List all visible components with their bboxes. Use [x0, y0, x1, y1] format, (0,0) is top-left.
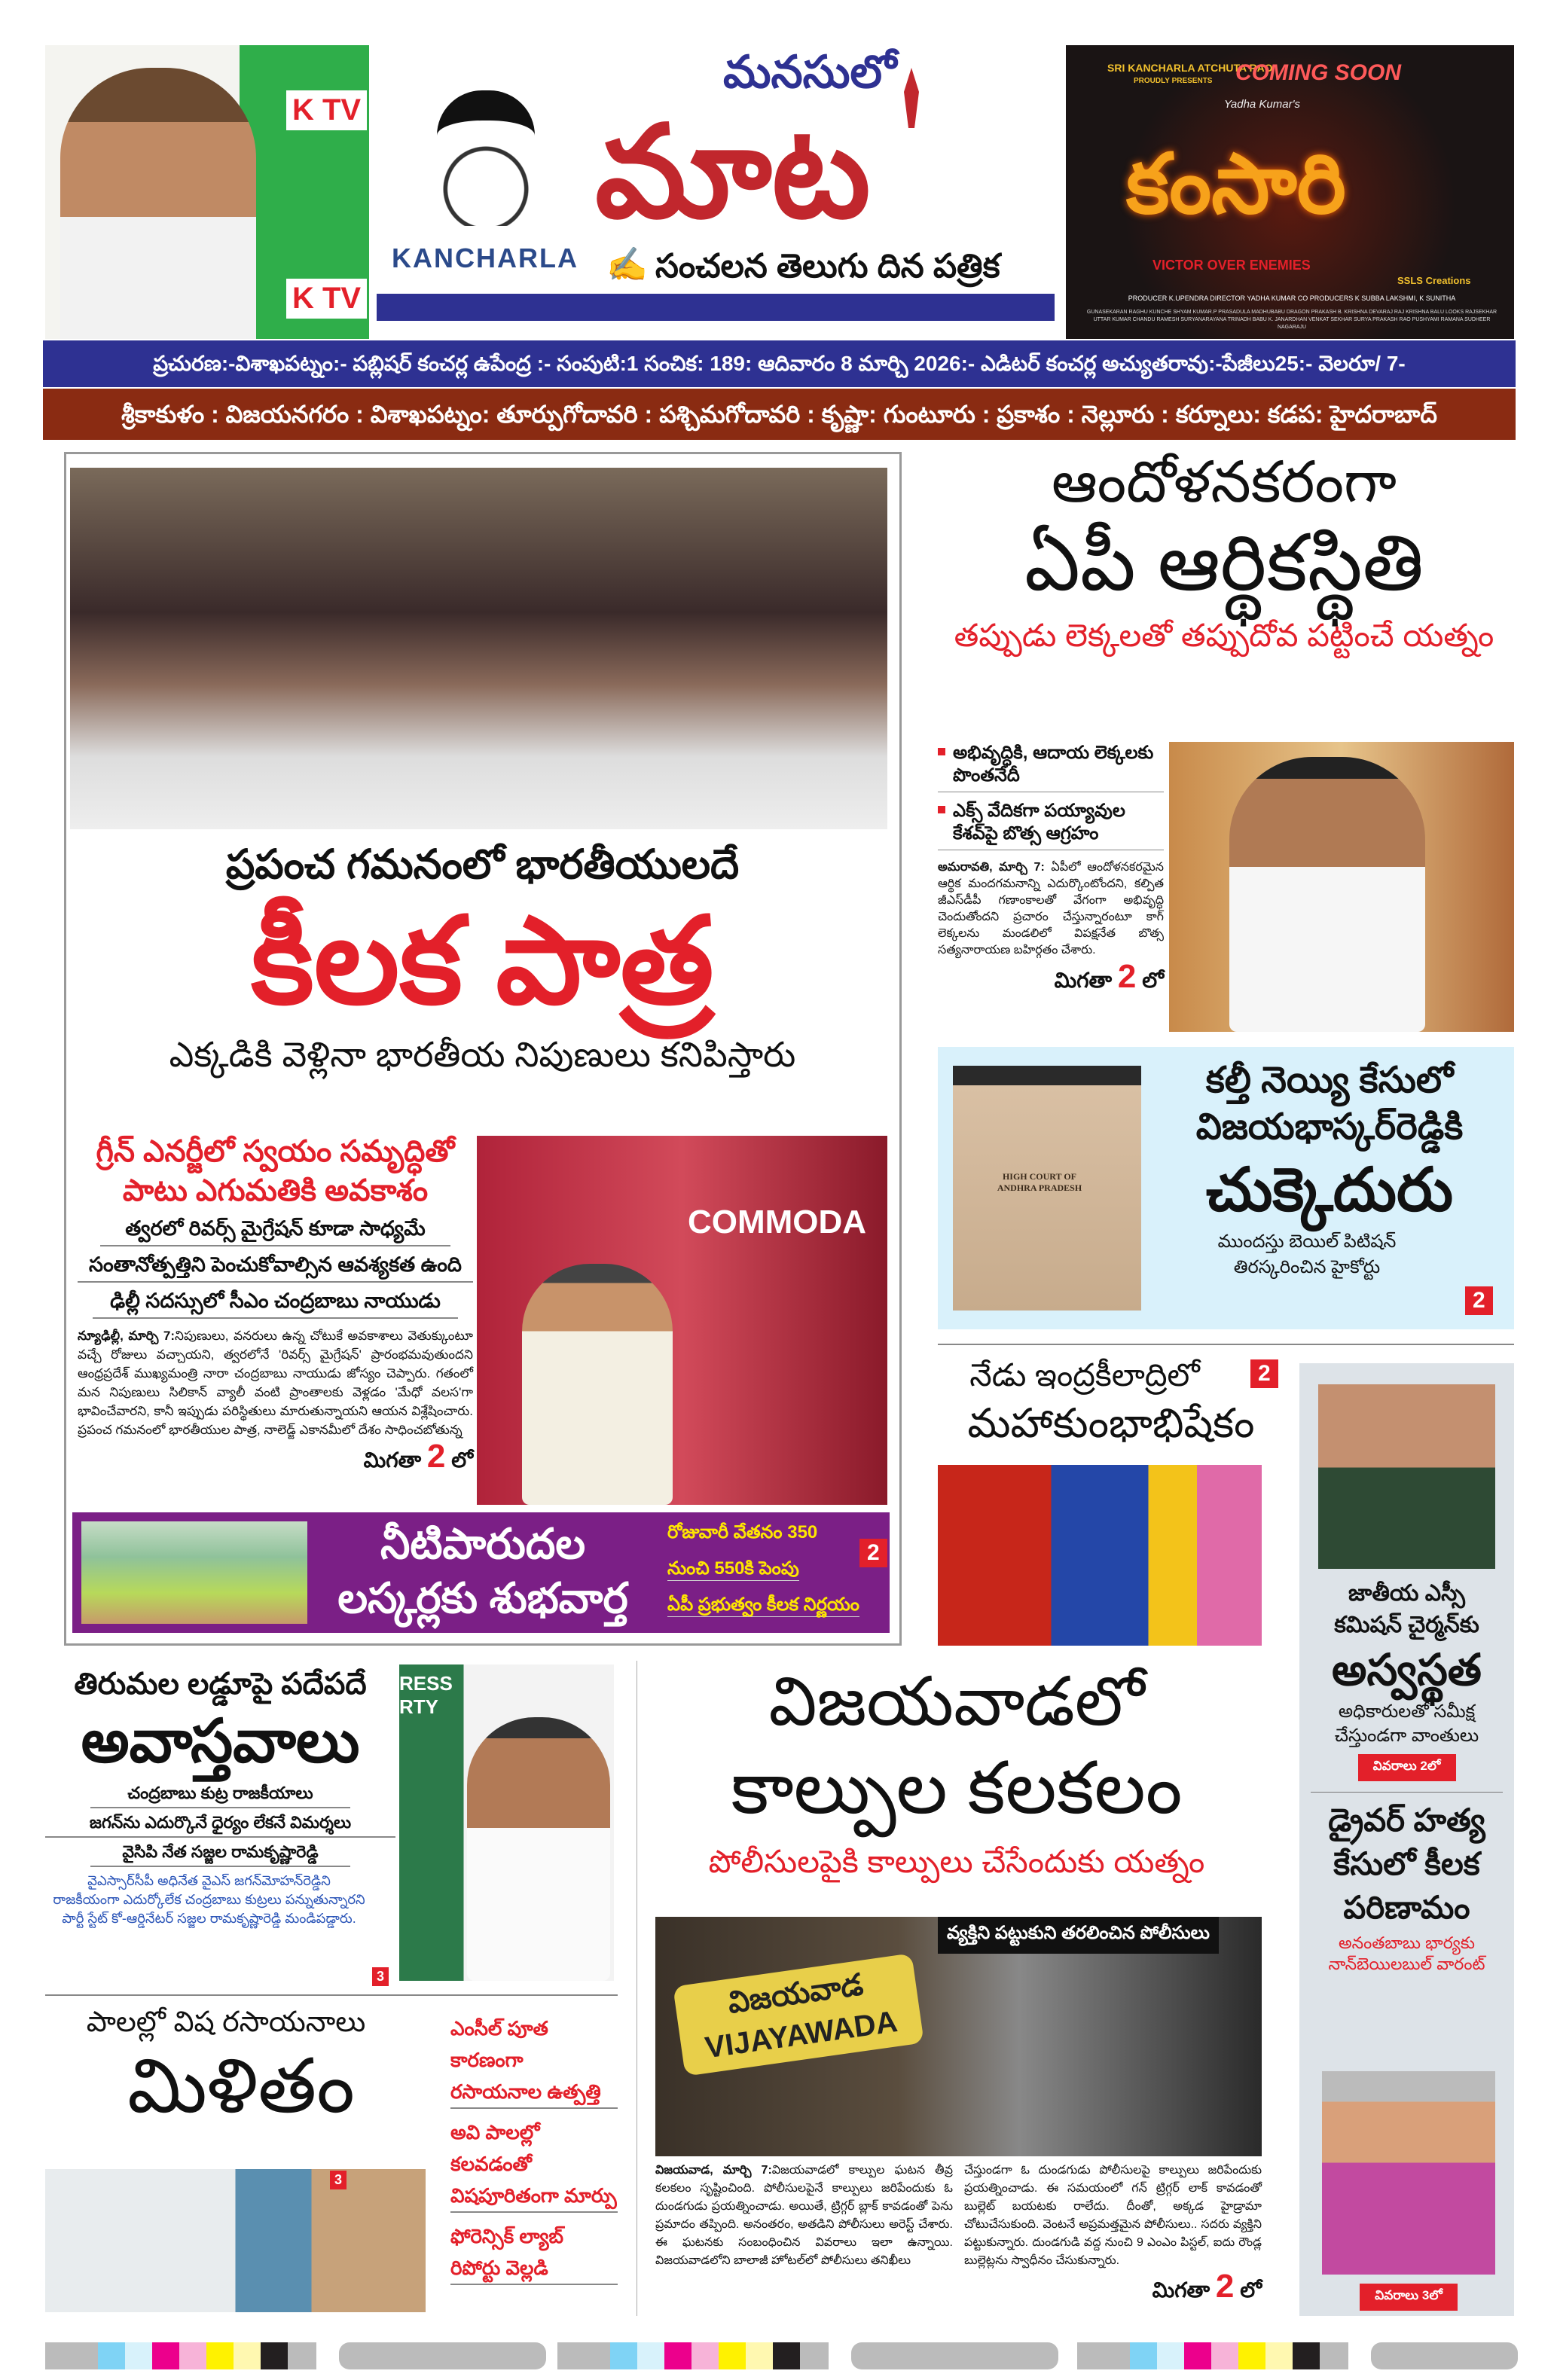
- ghee-sub1: ముందస్తు బెయిల్ పిటిషన్: [1217, 1231, 1397, 1252]
- temple-line1: నేడు ఇంద్రకీలాద్రిలో: [969, 1357, 1200, 1393]
- botsa-photo: [1169, 742, 1514, 1032]
- ktv-logo-2: K TV: [286, 279, 367, 319]
- vja-headline: కాల్పుల కలకలం: [731, 1748, 1183, 1829]
- ghee-case-box: [938, 1047, 1514, 1329]
- ad-credits-cast: GUNASEKARAN RAGHU KUNCHE SHYAM KUMAR.P PRASADULA MADHUBABU DRAGON PRAKASH B. KRISHNA DEVARAJ RAJ KRISHNA BALU LOOKS RAJSEKHAR UTTAR KUMAR CHANDU RAMESH SURYANARAYANA TRINADH BABU K. JANARDHAN VENKAT SEKHAR SURYA PRAKASH RAO PUSHYAMI RAMANA SUDHEER NAGARAJU: [1086, 310, 1497, 330]
- sc-line1: జాతీయ ఎస్సీ: [1348, 1581, 1465, 1606]
- tagline: సంచలన తెలుగు దిన పత్రిక: [655, 248, 1000, 285]
- photo-backdrop-text: COMMODA: [688, 1204, 867, 1240]
- lead-body-text: నిపుణులు, వనరులు ఉన్న చోటుకే అవకాశాలు వెతుక్కుంటూ వచ్చే రోజులు వచ్చాయని, త్వరలోనే 'రివర్స్ మైగ్రేషన్' ప్రారంభమవుతుందని ఆంధ్రప్రదేశ్ ముఖ్యమంత్రి నారా చంద్రబాబు నాయుడు జోస్యం చెప్పారు. గతంలో మన నిపుణులు సిలికాన్ వ్యాలీ వంటి ప్రాంతాలకు వెళ్లడం 'మేధో వలస'గా భావించేవారని, కానీ ఇప్పుడు పరిస్థితులు మారుతున్నాయని ఆయన విశ్లేషించారు. ప్రపంచ గమనంలో భారతీయుల పాత్ర, నాలెడ్జ్ ఎకానమీలో దేశం సాధించబోతున్న: [78, 1329, 473, 1437]
- gray-bar: [1371, 2342, 1518, 2369]
- ad-person-photo: [60, 68, 256, 339]
- laddu-group: [45, 1664, 395, 1928]
- economy-body-text: ఏపీలో ఆందోళనకరమైన ఆర్థిక మందగమనాన్ని ఎదుర్కొంటోందని, కల్పిత జీఎస్‌డీపీ గణాంకాలతో వేగంగా అభివృద్ధి చెందుతోందని ప్రచారం చేస్తున్నారంటూ కాగ్ లెక్కలను మండలిలో విపక్షనేత బొత్స సత్యనారాయణ బహిర్గతం చేశారు.: [938, 861, 1165, 957]
- bullet-text: ఎక్స్ వేదికగా పయ్యావుల కేశవ్‌పై బొత్స ఆగ్రహం: [953, 801, 1125, 844]
- laddu-summary: వైఎస్సార్‌సీపీ అధినేత వైఎస్ జగన్‌మోహన్‌రెడ్డిని రాజకీయంగా ఎదుర్కోలేక చంద్రబాబు కుట్రలు పన్నుతున్నారని పార్టీ స్టేట్ కో-ఆర్డినేటర్ సజ్జల రామకృష్ణారెడ్డి మండిపడ్డారు.: [53, 1873, 365, 1926]
- photo-backdrop-text: RESS RTY: [399, 1672, 453, 1718]
- vja-body-col1: [655, 2162, 953, 2270]
- color-bar: [557, 2342, 844, 2369]
- milk-points: [450, 2012, 618, 2285]
- ghee-headline: చుక్కెదురు: [1205, 1156, 1454, 1223]
- sajjala-photo: [399, 1664, 614, 1981]
- milk-point: ఎంసీల్ పూత కారణంగా రసాయనాల ఉత్పత్తి: [450, 2012, 618, 2109]
- divider: [1311, 1792, 1503, 1793]
- more-label: మిగతా: [1152, 2278, 1210, 2302]
- economy-headline: ఏపీ ఆర్థికస్థితి: [1024, 520, 1424, 607]
- ghee-head-group: [1149, 1057, 1510, 1280]
- more-suffix: లో: [451, 1448, 473, 1472]
- economy-bullets: [938, 742, 1164, 997]
- lead-sub-headline: గ్రీన్ ఎనర్జీలో స్వయం సమృద్ధితో పాటు ఎగుమతికి అవకాశం: [96, 1135, 455, 1207]
- economy-bullet: [938, 800, 1164, 850]
- ad-presenter: SRI KANCHARLA ATCHUTA RAO: [1107, 62, 1273, 74]
- laddu-kicker: తిరుమల లడ్డూపై పదేపదే: [74, 1668, 367, 1701]
- more-label: మిగతా: [363, 1448, 422, 1472]
- milk-kicker: పాలల్లో విష రసాయనాలు: [86, 2006, 366, 2038]
- banner-headline-2: లస్కర్లకు శుభవార్త: [337, 1574, 628, 1622]
- lead-headline: కీలక పాత్ర: [251, 893, 714, 1028]
- milk-lab-photo: [45, 2169, 426, 2312]
- divider: [938, 1344, 1514, 1345]
- laddu-headline: అవాస్తవాలు: [81, 1707, 360, 1774]
- sc-group: [1303, 1578, 1510, 1975]
- lead-story: [64, 452, 902, 1646]
- bullet-icon: [938, 806, 945, 813]
- woman-photo: [1322, 2071, 1495, 2275]
- bullet-icon: [938, 748, 945, 755]
- milk-point: ఫోరెన్సిక్ ల్యాబ్ రిపోర్టు వెల్లడి: [450, 2220, 618, 2285]
- more-page: 2: [426, 1438, 446, 1475]
- more-page: 2: [1215, 2268, 1235, 2305]
- ghee-line2: విజయభాస్కర్‌రెడ్డికి: [1195, 1107, 1464, 1147]
- summit-audience-photo: [70, 468, 887, 829]
- temple-headline: మహాకుంభాభిషేకం: [967, 1401, 1255, 1446]
- districts-bar: శ్రీకాకుళం : విజయనగరం : విశాఖపట్నం: తూర్పుగోదావరి : పశ్చిమగోదావరి : కృష్ణా: గుంటూరు : ప్రకాశం : నెల్లూరు : కర్నూలు: కడప: హైదరాబాద్: [43, 389, 1516, 440]
- color-registration-bars: [45, 2342, 1518, 2369]
- title-big: మాట: [595, 101, 871, 244]
- sc-chairman-photo: [1318, 1384, 1495, 1569]
- economy-dateline: అమరావతి, మార్చి 7:: [938, 861, 1045, 874]
- vja-sign: విజయవాడ VIJAYAWADA: [673, 1953, 924, 2076]
- divider: [45, 1994, 618, 1996]
- title-small: మనసులో: [723, 47, 897, 97]
- ad-tagline: VICTOR OVER ENEMIES: [1152, 258, 1311, 273]
- driver-sub: అనంతబాబు భార్యకు నాన్‌బెయిలబుల్ వారంట్: [1328, 1933, 1485, 1973]
- banner-headline-1: నీటిపారుదల: [380, 1520, 586, 1567]
- banner-point: ఏపీ ప్రభుత్వం కీలక నిర్ణయం: [667, 1594, 859, 1617]
- vja-photo-caption: వ్యక్తిని పట్టుకుని తరలించిన పోలీసులు: [938, 1917, 1219, 1954]
- vja-continued[interactable]: [964, 2270, 1262, 2307]
- more-suffix: లో: [1142, 969, 1164, 992]
- more-suffix: లో: [1240, 2278, 1262, 2302]
- ghee-sub2: తిరస్కరించిన హైకోర్టు: [1233, 1257, 1381, 1277]
- ktv-ad: [45, 45, 369, 339]
- economy-deck: తప్పుడు లెక్కలతో తప్పుదోవ పట్టించే యత్నం: [954, 618, 1494, 653]
- vja-deck: పోలీసులపైకి కాల్పులు చేసేందుకు యత్నం: [708, 1844, 1205, 1879]
- sc-sub: అధికారులతో సమీక్ష చేస్తుండగా వాంతులు: [1334, 1701, 1479, 1746]
- irrigation-banner[interactable]: [72, 1512, 890, 1633]
- sajjala-figure: [467, 1717, 610, 1981]
- lead-deck: ఎక్కడికి వెళ్లినా భారతీయ నిపుణులు కనిపిస్తారు: [169, 1035, 796, 1074]
- vja-dateline: విజయవాడ, మార్చి 7:: [655, 2164, 772, 2177]
- cm-figure: [522, 1264, 673, 1505]
- founder-sketch: [437, 90, 535, 226]
- gray-bar: [339, 2342, 546, 2369]
- economy-continued[interactable]: [938, 960, 1164, 997]
- more-page: 2: [1117, 958, 1137, 995]
- color-bar: [45, 2342, 331, 2369]
- temple-ritual-photo: [938, 1465, 1262, 1646]
- canal-photo: [81, 1521, 307, 1624]
- ad-title-art: కంసారి: [1126, 138, 1346, 230]
- sc-headline: అస్వస్థత: [1332, 1646, 1482, 1695]
- laddu-point: జగన్‌ను ఎదుర్కొనే ధైర్యం లేకనే విమర్శలు: [45, 1811, 395, 1838]
- vja-line1: విజయవాడలో: [768, 1664, 1145, 1740]
- banner-point: రోజువారీ వేతనం 350: [667, 1522, 818, 1542]
- ghee-line1: కల్తీ నెయ్యి కేసులో: [1205, 1060, 1454, 1100]
- milk-group: [45, 2003, 437, 2131]
- lead-kicker: ప్రపంచ గమనంలో భారతీయులదే: [225, 842, 740, 887]
- lead-continued[interactable]: [78, 1439, 473, 1478]
- bullet-text: అభివృద్ధికి, ఆదాయ లెక్కలకు పొంతనేదీ: [953, 743, 1154, 786]
- laddu-point: వైసిపి నేత సజ్జల రామకృష్ణారెడ్డి: [90, 1841, 350, 1867]
- ad-credits-main: PRODUCER K.UPENDRA DIRECTOR YADHA KUMAR CO PRODUCERS K SUBBA LAKSHMI, K SUNITHA: [1128, 294, 1456, 302]
- lead-point: త్వరలో రివర్స్ మైగ్రేషన్ కూడా సాధ్యమే: [100, 1215, 450, 1246]
- lead-body: [78, 1326, 473, 1439]
- right-sidebar: [1299, 1363, 1514, 2316]
- gun-photo: [655, 1917, 1262, 2156]
- lead-point: ఢిల్లీ సదస్సులో సీఎం చంద్రబాబు నాయుడు: [93, 1287, 458, 1319]
- vja-head-group: [648, 1661, 1265, 1882]
- high-court-photo: [953, 1066, 1141, 1311]
- economy-head-group: [934, 449, 1514, 655]
- masthead-rule: [377, 294, 1055, 321]
- cm-speaking-photo: [477, 1136, 887, 1505]
- milk-point: అవి పాలల్లో కలవడంతో విషపూరితంగా మార్పు: [450, 2116, 618, 2213]
- ktv-logo: K TV: [286, 90, 367, 130]
- lead-head-group: [66, 840, 899, 1076]
- lead-sub-group: [78, 1132, 473, 1478]
- color-bar: [1077, 2342, 1363, 2369]
- page-ref-badge[interactable]: 2: [1465, 1286, 1493, 1315]
- page-ref-badge[interactable]: 2: [1250, 1359, 1278, 1388]
- botsa-figure: [1229, 757, 1425, 1032]
- ad-presents: PROUDLY PRESENTS: [1134, 77, 1213, 85]
- info-bar: ప్రచురణ:-విశాఖపట్నం:- పబ్లిషర్ కంచర్ల ఉపేంద్ర :- సంపుటి:1 సంచిక: 189: ఆదివారం 8 మార్చి 2026:- ఎడిటర్ కంచర్ల అచ్యుతరావు:-పేజీలు25:- వెలరూ/ 7-: [43, 340, 1516, 387]
- sc-details-tag[interactable]: వివరాలు 2లో: [1358, 1754, 1456, 1781]
- lead-point: సంతానోత్పత్తిని పెంచుకోవాల్సిన ఆవశ్యకత ఉంది: [78, 1251, 473, 1283]
- vja-body-text: విజయవాడలో కాల్పుల ఘటన తీవ్ర కలకలం సృష్టించింది. పోలీసులపైనే కాల్పులు జరిపేందుకు ఓ దుండగుడు ప్రయత్నించాడు. అయితే, ట్రిగ్గర్ బ్లాక్ కావడంతో పెను ప్రమాదం తప్పింది. అనంతరం, అతడిని పోలీసులు అరెస్ట్ చేశారు. ఈ ఘటనకు సంబంధించిన వివరాలు ఇలా ఉన్నాయి. విజయవాడలోని బాలాజీ హోటల్‌లో పోలీసులు తనిఖీలు: [655, 2164, 953, 2267]
- driver-details-tag[interactable]: వివరాలు 3లో: [1360, 2284, 1458, 2311]
- laddu-point: చంద్రబాబు కుట్ర రాజకీయాలు: [90, 1782, 350, 1808]
- economy-bullet: [938, 742, 1164, 792]
- pen-nib-icon: [904, 68, 919, 128]
- lead-dateline: న్యూఢిల్లీ, మార్చి 7:: [78, 1329, 176, 1343]
- gray-bar: [851, 2342, 1058, 2369]
- sc-line2: కమిషన్ చైర్మన్‌కు: [1334, 1613, 1479, 1637]
- vja-body-text: చేస్తుండగా ఓ దుండగుడు పోలీసులపై కాల్పులు జరిపేందుకు ప్రయత్నించాడు. ఈ సమయంలో గన్ ట్రిగ్గర్ లాక్ కావడంతో బుల్లెట్ బయటకు రాలేదు. దీంతో, అక్కడ హైడ్రామా చోటుచేసుకుంది. వెంటనే అప్రమత్తమైన పోలీసులు.. సదరు వ్యక్తిని పట్టుకున్నారు. దుండగుడి వద్ద నుంచి 9 ఎంఎం పిస్టల్, ఐదు రౌండ్ల బుల్లెట్లను స్వాధీనం చేసుకున్నారు.: [964, 2164, 1262, 2267]
- court-sign: HIGH COURT OF ANDHRA PRADESH: [997, 1171, 1082, 1193]
- page-ref-badge[interactable]: 2: [859, 1539, 887, 1567]
- driver-headline: డ్రైవర్ హత్య కేసులో కీలక పరిణామం: [1328, 1802, 1485, 1925]
- newspaper-logo: [377, 45, 1055, 339]
- ad-banner: SSLS Creations: [1397, 275, 1471, 286]
- economy-body: [938, 859, 1164, 959]
- ad-director: Yadha Kumar's: [1224, 98, 1300, 111]
- page-ref-badge[interactable]: 3: [330, 2171, 347, 2189]
- more-label: మిగతా: [1054, 969, 1113, 992]
- page-ref-badge[interactable]: 3: [372, 1967, 389, 1986]
- quill-icon: ✍: [606, 246, 648, 283]
- milk-headline: మిళితం: [127, 2044, 355, 2128]
- brand-kancharla: KANCHARLA: [392, 243, 579, 273]
- vja-body-col2: [964, 2162, 1262, 2270]
- vja-col2: [964, 2162, 1262, 2307]
- movie-ad: [1066, 45, 1514, 339]
- economy-kicker: ఆందోళనకరంగా: [1051, 450, 1397, 514]
- temple-head-group: [934, 1354, 1288, 1451]
- ad-coming-soon: COMING SOON: [1235, 60, 1402, 85]
- banner-point: నుంచి 550కి పెంపు: [667, 1558, 799, 1581]
